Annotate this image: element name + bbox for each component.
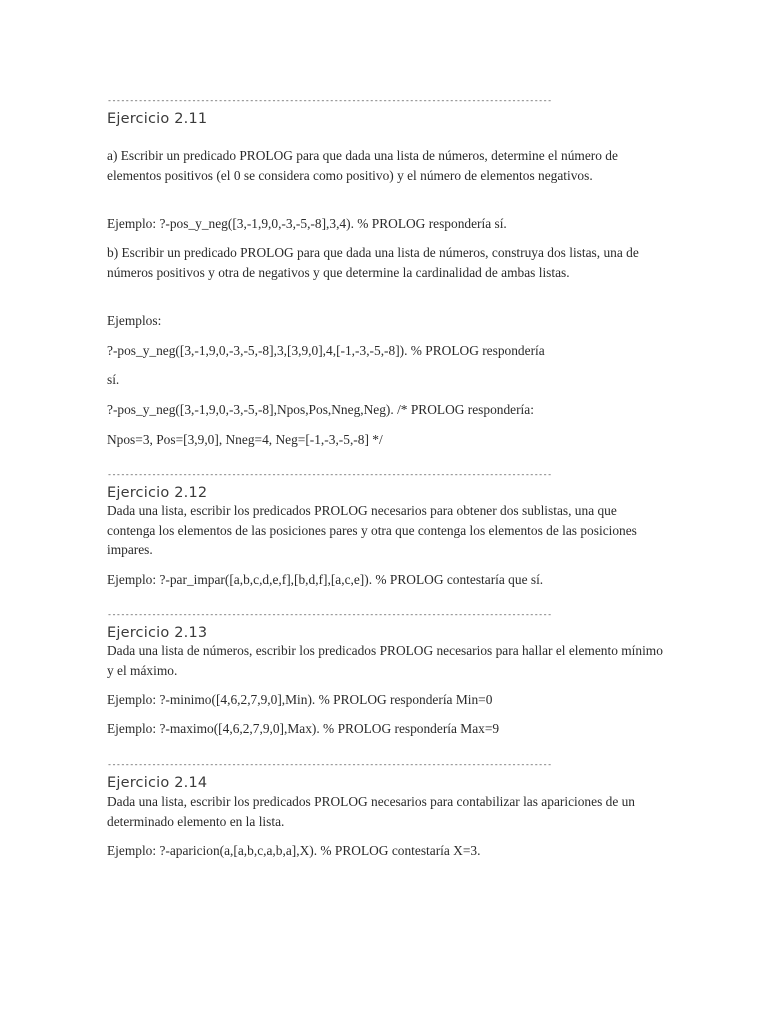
exercise-heading-2-11: Ejercicio 2.11 xyxy=(107,111,208,127)
exercise-2-13-example-1: Ejemplo: ?-minimo([4,6,2,7,9,0],Min). % PROLOG respondería Min=0 xyxy=(107,692,493,707)
exercise-2-13-example-2: Ejemplo: ?-maximo([4,6,2,7,9,0],Max). % PROLOG respondería Max=9 xyxy=(107,721,500,736)
exercise-2-11-example-b2: ?-pos_y_neg([3,-1,9,0,-3,-5,-8],Npos,Pos,Nneg,Neg). /* PROLOG respondería: xyxy=(107,402,534,417)
exercise-2-12-example: Ejemplo: ?-par_impar([a,b,c,d,e,f],[b,d,f],[a,c,e]). % PROLOG contestaría que sí. xyxy=(107,572,544,587)
exercise-2-11-part-a: a) Escribir un predicado PROLOG para que dada una lista de números, determine el número de elementos positivos (el 0 se considera como positivo) y el número de elementos negativos. xyxy=(107,148,618,183)
exercise-2-11-examples-label: Ejemplos: xyxy=(107,313,162,328)
section-separator: ---------------------------------------------------------------------------------------------------- xyxy=(107,469,552,479)
exercise-heading-2-13: Ejercicio 2.13 xyxy=(107,625,208,641)
exercise-2-14-example: Ejemplo: ?-aparicion(a,[a,b,c,a,b,a],X). % PROLOG contestaría X=3. xyxy=(107,843,481,858)
exercise-2-11-example-b1: ?-pos_y_neg([3,-1,9,0,-3,-5,-8],3,[3,9,0],4,[-1,-3,-5,-8]). % PROLOG respondería xyxy=(107,343,545,358)
section-separator: ---------------------------------------------------------------------------------------------------- xyxy=(107,609,552,619)
section-separator: ---------------------------------------------------------------------------------------------------- xyxy=(107,95,552,105)
exercise-2-11-part-b: b) Escribir un predicado PROLOG para que dada una lista de números, construya dos listas, una de números positivos y otra de negativos y que determine la cardinalidad de ambas listas. xyxy=(107,245,639,280)
exercise-2-14-text: Dada una lista, escribir los predicados PROLOG necesarios para contabilizar las apariciones de un determinado elemento en la lista. xyxy=(107,794,636,829)
exercise-2-11-example-a: Ejemplo: ?-pos_y_neg([3,-1,9,0,-3,-5,-8],3,4). % PROLOG respondería sí. xyxy=(107,216,507,231)
exercise-2-11-example-b1-cont: sí. xyxy=(107,372,120,387)
section-separator: ---------------------------------------------------------------------------------------------------- xyxy=(107,759,552,769)
exercise-heading-2-14: Ejercicio 2.14 xyxy=(107,775,208,791)
exercise-heading-2-12: Ejercicio 2.12 xyxy=(107,485,208,501)
exercise-2-12-text: Dada una lista, escribir los predicados PROLOG necesarios para obtener dos sublistas, una que contenga los elementos de las posiciones pares y otra que contenga los elementos de las posiciones impares. xyxy=(107,503,637,557)
exercise-2-13-text: Dada una lista de números, escribir los predicados PROLOG necesarios para hallar el elemento mínimo y el máximo. xyxy=(107,643,663,678)
exercise-2-11-example-b2-cont: Npos=3, Pos=[3,9,0], Nneg=4, Neg=[-1,-3,-5,-8] */ xyxy=(107,432,383,447)
